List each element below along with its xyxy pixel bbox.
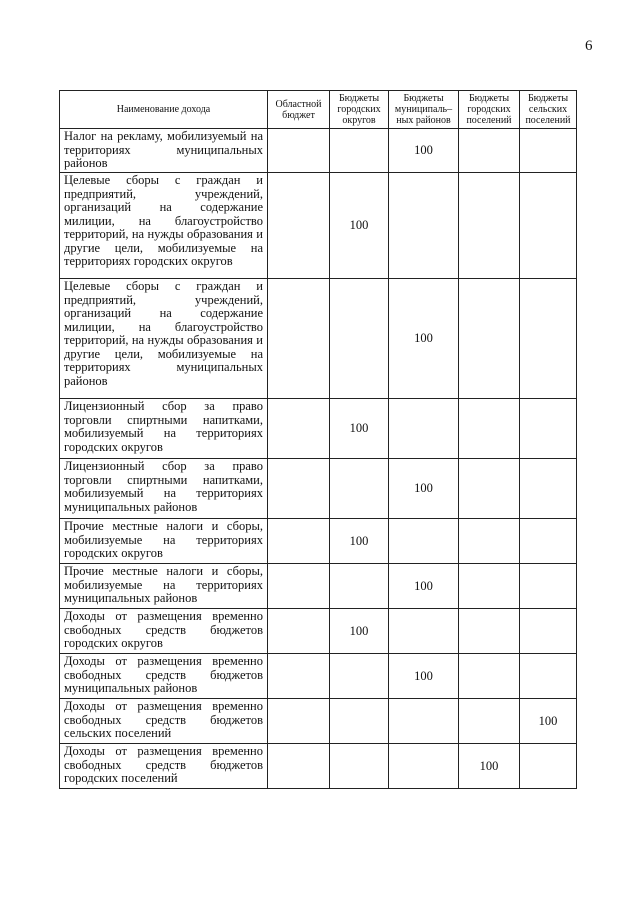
cell-urban-settlements [459, 564, 520, 609]
cell-city-districts: 100 [330, 399, 389, 459]
cell-municipal-districts: 100 [389, 129, 459, 173]
table-row [60, 459, 577, 519]
table-row [60, 654, 577, 699]
cell-city-districts [330, 279, 389, 399]
cell-regional [268, 744, 330, 789]
cell-city-districts [330, 459, 389, 519]
cell-regional [268, 279, 330, 399]
cell-city-districts [330, 129, 389, 173]
row-name: Доходы от размещения временно свободных средств бюджетов городских поселений [60, 744, 268, 789]
cell-rural-settlements [520, 564, 577, 609]
cell-city-districts [330, 699, 389, 744]
cell-regional [268, 459, 330, 519]
table-row [60, 173, 577, 279]
cell-urban-settlements [459, 459, 520, 519]
cell-rural-settlements [520, 654, 577, 699]
cell-regional [268, 564, 330, 609]
table-row [60, 129, 577, 173]
cell-municipal-districts: 100 [389, 654, 459, 699]
cell-municipal-districts [389, 399, 459, 459]
header-municipal-districts: Бюджеты муниципаль– ных районов [389, 91, 459, 129]
cell-regional [268, 519, 330, 564]
cell-rural-settlements [520, 129, 577, 173]
cell-rural-settlements [520, 609, 577, 654]
cell-urban-settlements [459, 129, 520, 173]
cell-city-districts: 100 [330, 609, 389, 654]
cell-rural-settlements [520, 744, 577, 789]
page-number: 6 [585, 38, 593, 54]
table-row [60, 399, 577, 459]
revenue-distribution-table [59, 90, 577, 789]
cell-municipal-districts [389, 699, 459, 744]
cell-regional [268, 173, 330, 279]
cell-regional [268, 609, 330, 654]
cell-city-districts [330, 654, 389, 699]
cell-urban-settlements [459, 609, 520, 654]
cell-urban-settlements [459, 173, 520, 279]
table-row [60, 279, 577, 399]
cell-urban-settlements [459, 699, 520, 744]
cell-city-districts: 100 [330, 173, 389, 279]
cell-urban-settlements [459, 519, 520, 564]
row-name: Доходы от размещения временно свободных средств бюджетов сельских поселений [60, 699, 268, 744]
row-name: Доходы от размещения временно свободных средств бюджетов муниципальных районов [60, 654, 268, 699]
cell-rural-settlements [520, 519, 577, 564]
header-regional-budget: Областной бюджет [268, 91, 330, 129]
cell-city-districts: 100 [330, 519, 389, 564]
row-name: Лицензионный сбор за право торговли спиртными напитками, мобилизуемый на территориях муниципальных районов [60, 459, 268, 519]
cell-urban-settlements [459, 399, 520, 459]
cell-regional [268, 399, 330, 459]
header-rural-settlements: Бюджеты сельских поселений [520, 91, 577, 129]
cell-urban-settlements [459, 654, 520, 699]
cell-municipal-districts: 100 [389, 279, 459, 399]
cell-rural-settlements [520, 399, 577, 459]
cell-municipal-districts: 100 [389, 459, 459, 519]
row-name: Целевые сборы с граждан и предприятий, учреждений, организаций на содержание милиции, на благоустройство территорий, на нужды образования и другие цели, мобилизуемые на территориях городских округов [60, 173, 268, 279]
row-name: Прочие местные налоги и сборы, мобилизуемые на территориях муниципальных районов [60, 564, 268, 609]
header-urban-settlements: Бюджеты городских поселений [459, 91, 520, 129]
cell-rural-settlements [520, 459, 577, 519]
cell-city-districts [330, 744, 389, 789]
table-row [60, 609, 577, 654]
header-name: Наименование дохода [60, 91, 268, 129]
cell-rural-settlements [520, 279, 577, 399]
row-name: Лицензионный сбор за право торговли спиртными напитками, мобилизуемый на территориях городских округов [60, 399, 268, 459]
cell-urban-settlements [459, 279, 520, 399]
cell-regional [268, 654, 330, 699]
cell-municipal-districts [389, 173, 459, 279]
cell-city-districts [330, 564, 389, 609]
cell-urban-settlements: 100 [459, 744, 520, 789]
table-row [60, 564, 577, 609]
cell-municipal-districts [389, 519, 459, 564]
cell-rural-settlements: 100 [520, 699, 577, 744]
row-name: Целевые сборы с граждан и предприятий, учреждений, организаций на содержание милиции, на благоустройство территорий, на нужды образования и другие цели, мобилизуемые на территориях муниципальных районов [60, 279, 268, 399]
cell-municipal-districts: 100 [389, 564, 459, 609]
table-row [60, 699, 577, 744]
row-name: Доходы от размещения временно свободных средств бюджетов городских округов [60, 609, 268, 654]
cell-regional [268, 699, 330, 744]
cell-rural-settlements [520, 173, 577, 279]
table-row [60, 519, 577, 564]
cell-municipal-districts [389, 609, 459, 654]
table-row [60, 744, 577, 789]
row-name: Налог на рекламу, мобилизуемый на территориях муниципальных районов [60, 129, 268, 173]
table-header-row [60, 91, 577, 129]
cell-municipal-districts [389, 744, 459, 789]
header-city-districts: Бюджеты городских округов [330, 91, 389, 129]
cell-regional [268, 129, 330, 173]
row-name: Прочие местные налоги и сборы, мобилизуемые на территориях городских округов [60, 519, 268, 564]
